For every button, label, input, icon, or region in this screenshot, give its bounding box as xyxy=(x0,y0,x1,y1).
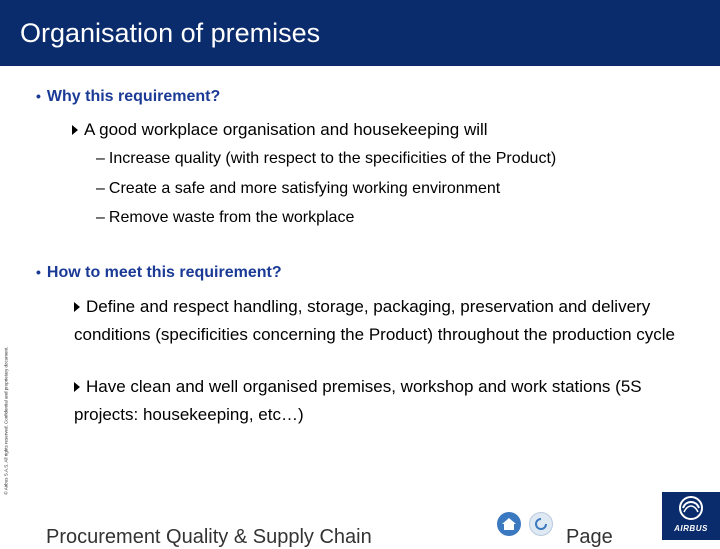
logo-text: AIRBUS xyxy=(674,524,708,533)
sub-item xyxy=(96,180,500,198)
triangle-bullet-icon xyxy=(74,302,80,312)
list-item-text: Have clean and well organised premises, workshop and work stations (5S projects: housekeeping, etc…) xyxy=(74,377,642,424)
section-heading-how xyxy=(36,264,282,282)
page-label: Page xyxy=(566,526,613,548)
title-bar xyxy=(0,0,720,66)
footer-title: Procurement Quality & Supply Chain xyxy=(46,526,372,548)
sub-item-text: Increase quality (with respect to the specificities of the Product) xyxy=(108,150,557,167)
back-icon[interactable] xyxy=(529,512,553,536)
bullet-icon: • xyxy=(36,88,41,104)
list-item xyxy=(74,293,694,349)
list-item xyxy=(74,373,674,429)
sub-item xyxy=(96,150,556,168)
dash-icon: – xyxy=(96,150,105,167)
section-heading-why xyxy=(36,88,220,106)
sub-item-text: Create a safe and more satisfying working environment xyxy=(108,180,501,197)
airbus-logo xyxy=(662,492,720,540)
heading-text: Why this requirement? xyxy=(46,88,221,105)
bullet-icon: • xyxy=(36,264,41,280)
triangle-bullet-icon xyxy=(74,382,80,392)
airbus-emblem-icon xyxy=(662,492,720,524)
slide-title: Organisation of premises xyxy=(20,18,321,48)
confidentiality-note: © Airbus S.A.S. All rights reserved. Confidential and proprietary document. xyxy=(3,346,9,495)
intro-item xyxy=(72,117,488,143)
dash-icon: – xyxy=(96,180,105,197)
sub-item-text: Remove waste from the workplace xyxy=(108,209,355,226)
home-icon[interactable] xyxy=(497,512,521,536)
heading-text: How to meet this requirement? xyxy=(46,264,282,281)
triangle-bullet-icon xyxy=(72,125,78,135)
intro-text: A good workplace organisation and housekeeping will xyxy=(84,120,488,139)
list-item-text: Define and respect handling, storage, packaging, preservation and delivery conditions (specificities concerning the Product) throughout the production cycle xyxy=(74,297,676,344)
sub-item xyxy=(96,209,354,227)
dash-icon: – xyxy=(96,209,105,226)
